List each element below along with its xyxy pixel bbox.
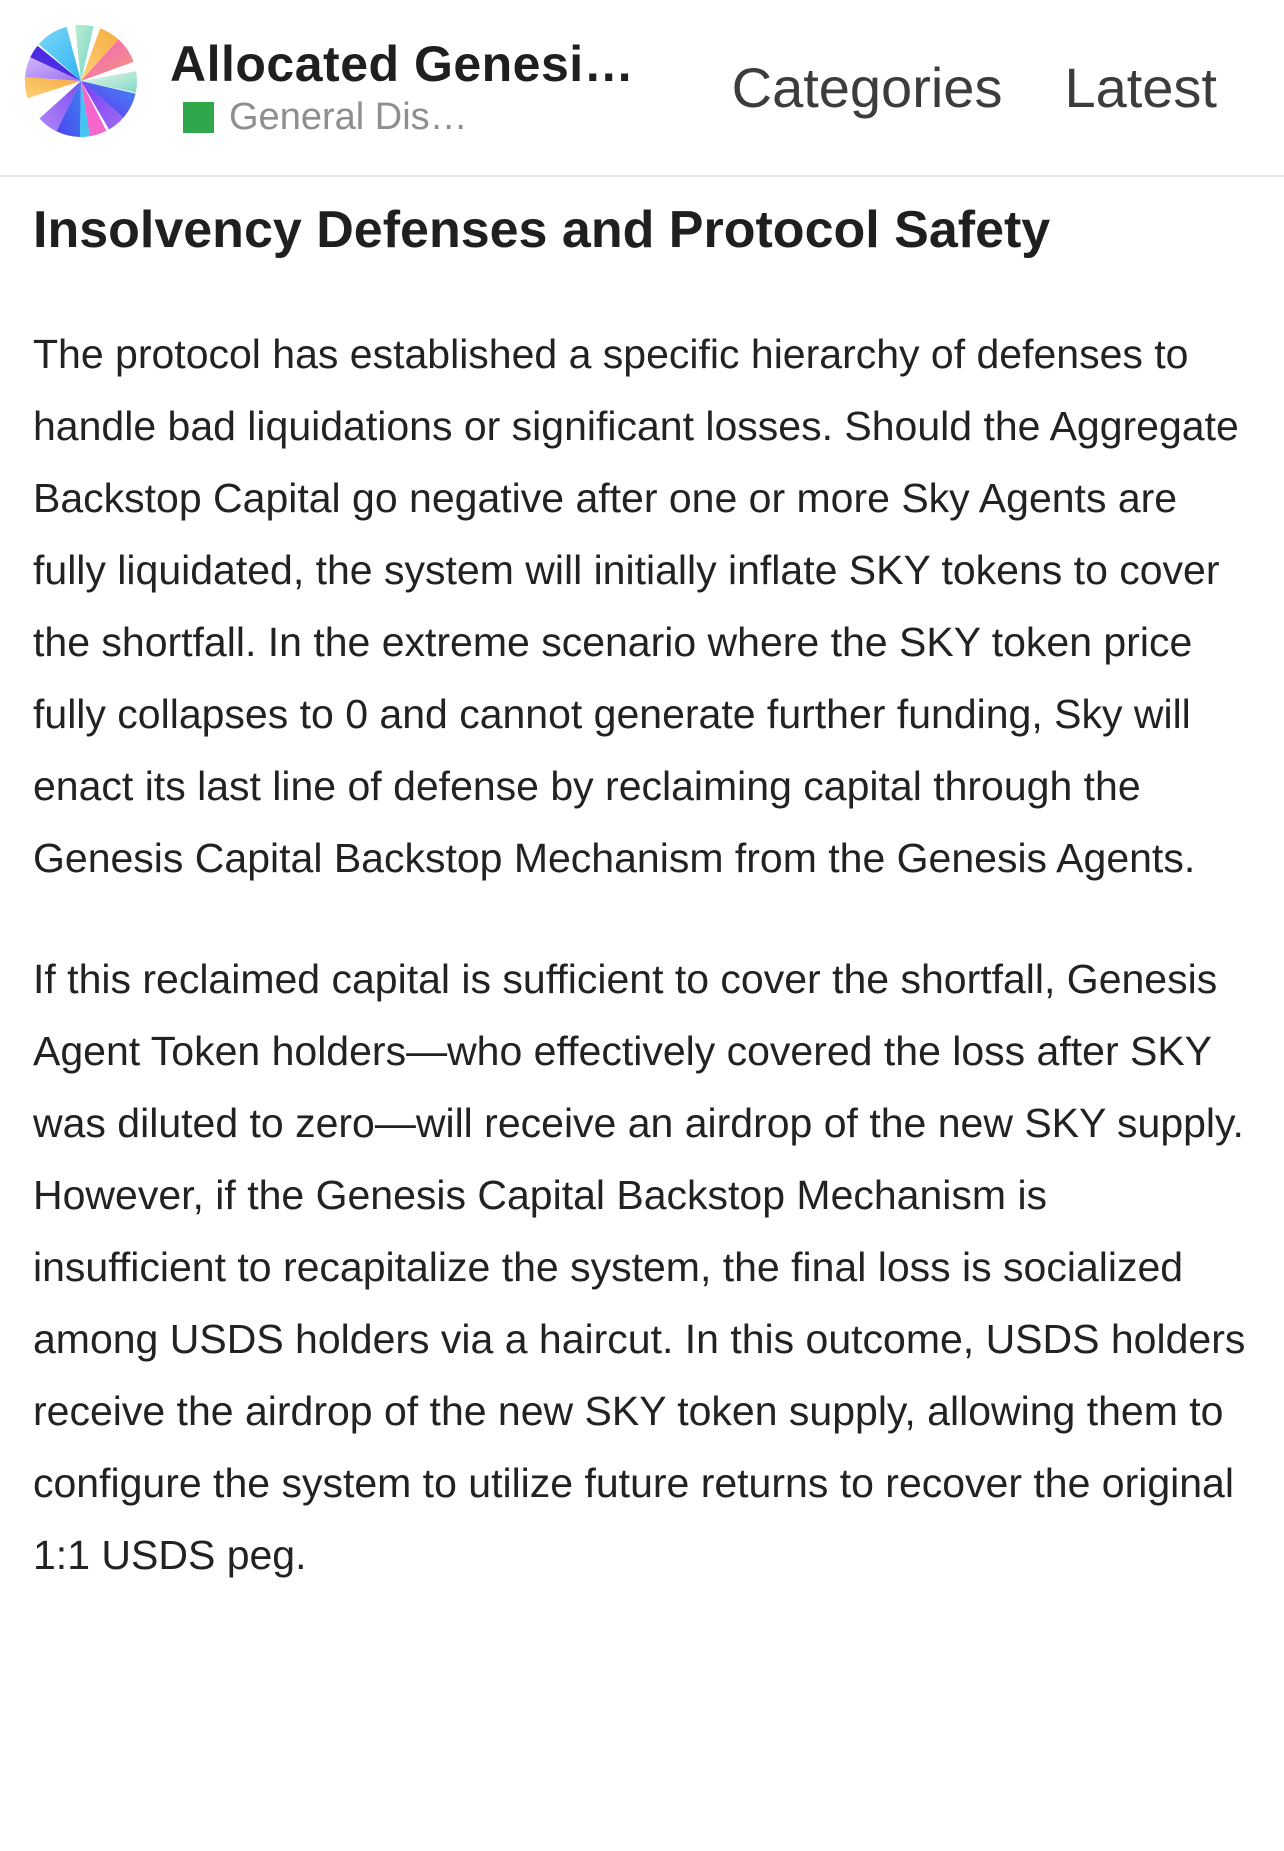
nav-item-categories[interactable]: Categories: [731, 55, 1003, 119]
site-title: Allocated Genesi…: [170, 36, 635, 92]
topic-paragraph: If this reclaimed capital is sufficient to cover the shortfall, Genesis Agent Token holders—who effectively covered the loss after SKY was diluted to zero—will receive an airdrop of the new SKY supply. However, if the Genesis Capital Backstop Mechanism is insufficient to recapitalize the system, the final loss is socialized among USDS holders via a haircut. In this outcome, USDS holders receive the airdrop of the new SKY token supply, allowing them to configure the system to utilize future returns to recover the original 1:1 USDS peg.: [33, 956, 1246, 1578]
pinwheel-logo-icon: [25, 25, 137, 137]
site-header: [0, 0, 1284, 177]
topic-header-link[interactable]: [170, 36, 732, 139]
topic-body: [0, 198, 1284, 1591]
category-color-square-icon: [183, 102, 214, 133]
category-label: General Dis…: [229, 96, 468, 138]
category-badge[interactable]: [170, 95, 732, 139]
header-nav: [732, 57, 1217, 119]
home-logo-link[interactable]: [25, 25, 137, 137]
topic-paragraph: The protocol has established a specific hierarchy of defenses to handle bad liquidations or significant losses. Should the Aggregate Backstop Capital go negative after one or more Sky Agents are fully liquidated, the system will initially inflate SKY tokens to cover the shortfall. In the extreme scenario where the SKY token price fully collapses to 0 and cannot generate further funding, Sky will enact its last line of defense by reclaiming capital through the Genesis Capital Backstop Mechanism from the Genesis Agents.: [33, 331, 1239, 881]
nav-item-latest[interactable]: Latest: [1064, 55, 1217, 119]
topic-title: Insolvency Defenses and Protocol Safety: [33, 201, 1051, 259]
